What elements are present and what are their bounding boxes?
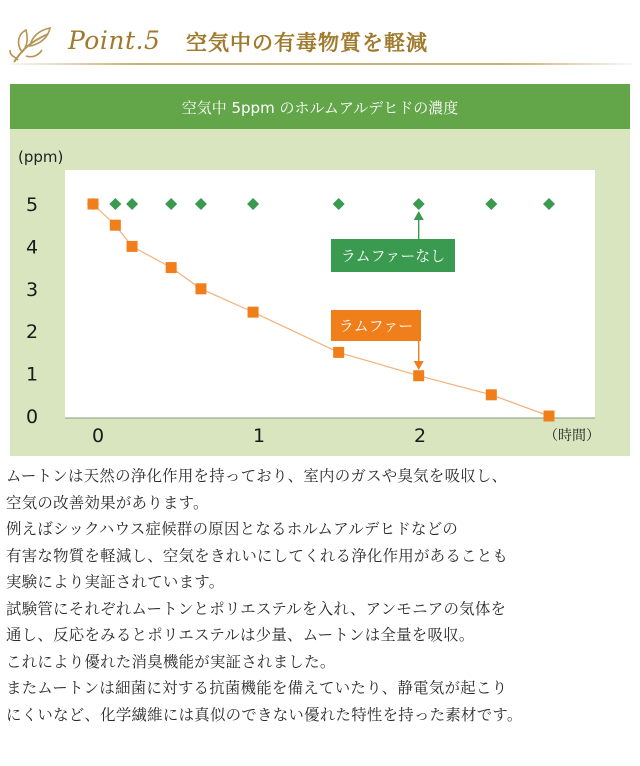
square-point: [486, 389, 497, 400]
formaldehyde-chart: [10, 84, 630, 456]
description-line: ムートンは天然の浄化作用を持っており、室内のガスや臭気を吸収し、: [6, 467, 508, 485]
header-divider: [10, 63, 632, 65]
description-line: 有害な物質を軽減し、空気をきれいにしてくれる浄化作用があることも: [6, 546, 509, 565]
square-point: [195, 283, 206, 294]
square-point: [110, 220, 121, 231]
y-tick-label: 2: [25, 321, 39, 344]
description-line: 実験により実証されています。: [6, 573, 225, 591]
chart-title: 空気中 5ppm のホルムアルデヒドの濃度: [181, 99, 459, 117]
section-title: 空気中の有毒物質を軽減: [186, 30, 428, 55]
x-tick-label: 2: [413, 425, 427, 447]
y-tick-label: 3: [25, 278, 39, 301]
section-header: [0, 0, 640, 70]
square-point: [544, 411, 555, 422]
x-axis-label: （時間）: [544, 428, 600, 444]
y-tick-label: 0: [25, 406, 39, 428]
description-line: 試験管にそれぞれムートンとポリエステルを入れ、アンモニアの気体を: [6, 599, 507, 618]
square-point: [88, 199, 99, 210]
description-text: [6, 463, 638, 728]
y-tick-label: 5: [25, 194, 39, 216]
description-line: 通し、反応をみるとポリエステルは少量、ムートンは全量を吸収。: [6, 626, 475, 644]
point-label: Point.5: [68, 26, 161, 55]
description-line: 空気の改善効果があります。: [6, 493, 209, 512]
description-line: 例えばシックハウス症候群の原因となるホルムアルデヒドなどの: [6, 520, 459, 538]
description-line: またムートンは細菌に対する抗菌機能を備えていたり、静電気が起こり: [6, 679, 508, 697]
square-point: [248, 307, 259, 318]
annotation-ramfar-label: ラムファー: [338, 317, 414, 335]
plot-area: [65, 170, 595, 418]
y-axis-label: (ppm): [18, 148, 64, 166]
square-point: [127, 241, 138, 252]
description-line: これにより優れた消臭機能が実証されました。: [6, 652, 336, 671]
x-tick-label: 1: [252, 425, 266, 447]
y-tick-label: 1: [25, 363, 39, 386]
annotation-none-label: ラムファーなし: [340, 247, 446, 265]
description-line: にくいなど、化学繊維には真似のできない優れた特性を持った素材です。: [6, 705, 523, 724]
y-tick-label: 4: [25, 236, 39, 259]
square-point: [166, 262, 177, 273]
square-point: [333, 347, 344, 358]
leaf-ornament-icon: [8, 22, 60, 66]
chart-panel: [10, 84, 630, 456]
square-point: [413, 370, 424, 381]
x-tick-label: 0: [91, 425, 105, 447]
